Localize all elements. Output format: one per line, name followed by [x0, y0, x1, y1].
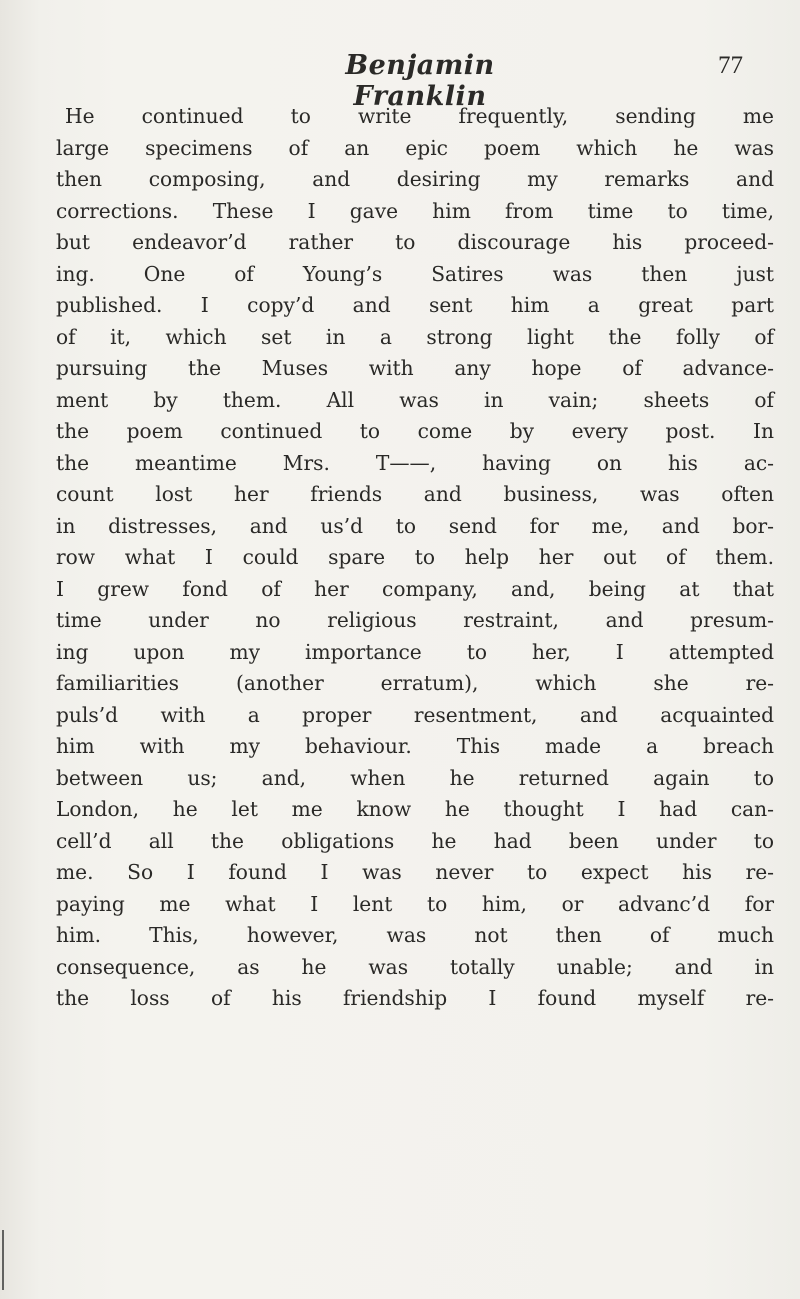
text-line: large specimens of an epic poem which he was — [56, 135, 774, 160]
text-line: ing. One of Young’s Satires was then just — [56, 261, 774, 286]
text-line: ing upon my importance to her, I attempted — [56, 639, 774, 664]
running-head — [0, 50, 800, 112]
page-number: 77 — [718, 52, 743, 79]
text-line: him with my behaviour. This made a breach — [56, 734, 774, 758]
text-line: row what I could spare to help her out of them. — [56, 545, 774, 569]
text-line: I grew fond of her company, and, being at that — [56, 576, 774, 601]
text-line: but endeavor’d rather to discourage his proceed- — [56, 230, 774, 254]
text-line: paying me what I lent to him, or advanc’d for — [56, 891, 774, 916]
text-line: He continued to write frequently, sending me — [65, 104, 774, 128]
text-line: me. So I found I was never to expect his re- — [56, 860, 774, 884]
text-line: of it, which set in a strong light the folly of — [56, 324, 774, 349]
body-text — [56, 101, 774, 1015]
text-line: between us; and, when he returned again to — [56, 765, 774, 790]
text-line: ment by them. All was in vain; sheets of — [56, 387, 774, 412]
running-title: Benjamin Franklin — [345, 50, 495, 112]
margin-mark — [2, 1230, 4, 1290]
text-line: him. This, however, was not then of much — [56, 923, 774, 947]
text-line: puls’d with a proper resentment, and acquainted — [56, 702, 774, 727]
text-line: pursuing the Muses with any hope of advance- — [56, 356, 774, 380]
text-line: then composing, and desiring my remarks and — [56, 167, 774, 191]
text-line: in distresses, and us’d to send for me, and bor- — [56, 513, 774, 538]
text-line: count lost her friends and business, was often — [56, 482, 774, 506]
text-line: the meantime Mrs. T——, having on his ac- — [56, 450, 774, 475]
text-line: consequence, as he was totally unable; and in — [56, 954, 774, 979]
text-line: time under no religious restraint, and presum- — [56, 608, 774, 632]
text-line: London, he let me know he thought I had can- — [56, 797, 774, 821]
text-line: cell’d all the obligations he had been under to — [56, 828, 774, 853]
text-line: the loss of his friendship I found myself re- — [56, 986, 774, 1010]
text-line: familiarities (another erratum), which she re- — [56, 671, 774, 695]
text-line: the poem continued to come by every post. In — [56, 419, 774, 443]
text-line: published. I copy’d and sent him a great part — [56, 293, 774, 317]
text-line: corrections. These I gave him from time to time, — [56, 198, 774, 223]
